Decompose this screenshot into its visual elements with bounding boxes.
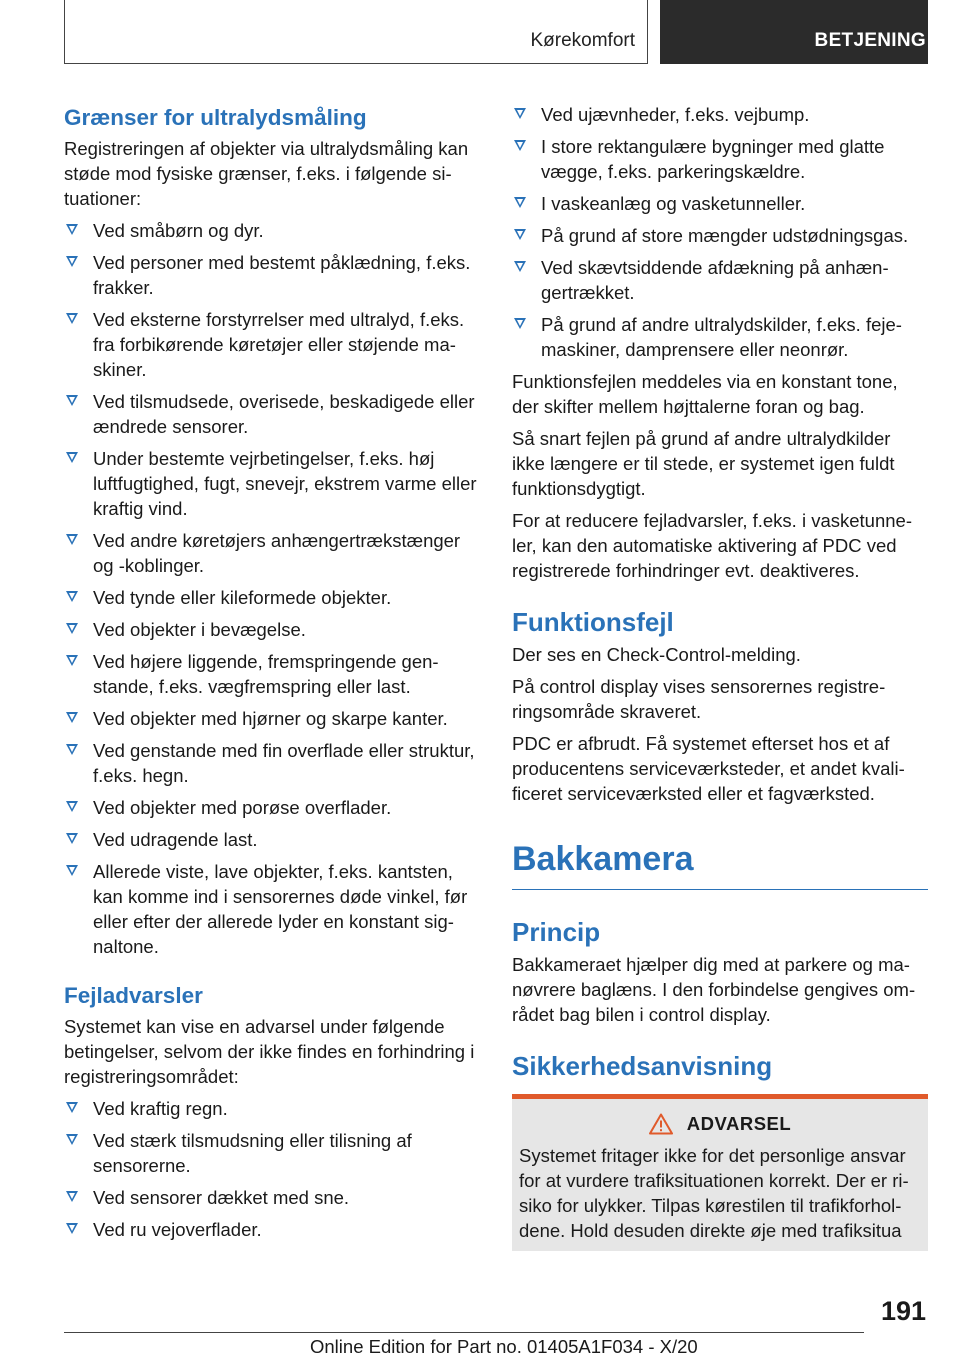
spacer <box>512 590 928 604</box>
list-item: Ved højere liggende, fremspringende genstande, f.eks. vægfremspring eller last. <box>64 649 478 699</box>
bullet-triangle-icon <box>66 1191 78 1202</box>
bullet-list-limits-continued <box>512 102 928 362</box>
bullet-triangle-icon <box>66 865 78 876</box>
bullet-triangle-icon <box>66 395 78 406</box>
list-item: Under bestemte vejrbetingelser, f.eks. høj luftfugtighed, fugt, snevejr, ekstrem varme eller kraftig vind. <box>64 446 478 521</box>
bullet-triangle-icon <box>66 623 78 634</box>
paragraph-reduce-warnings: For at reducere fejladvarsler, f.eks. i vasketunneler, kan den automatiske aktivering af PDC ved registrerede forhindringer evt. deaktiveres. <box>512 510 913 581</box>
paragraph-intro: Registreringen af objekter via ultralydsmåling kan støde mod fysiske grænser, f.eks. i følgende situationer: <box>64 138 469 209</box>
list-item: Ved sensorer dækket med sne. <box>64 1185 478 1210</box>
bullet-triangle-icon <box>66 833 78 844</box>
warning-text: Systemet fritager ikke for det personlige ansvar for at vurdere trafiksituationen korrekt. Der er risiko for ulykker. Tilpas kørestilen til trafikforholdene. Hold desuden direkte øje med trafiksitua <box>519 1145 909 1241</box>
list-item: Ved ru vejoverflader. <box>64 1217 478 1242</box>
bullet-triangle-icon <box>66 1223 78 1234</box>
page-number: 191 <box>880 1296 926 1326</box>
list-item: Ved ujævnheder, f.eks. vejbump. <box>512 102 928 127</box>
list-item: Ved skævtsiddende afdækning på anhængertrækket. <box>512 255 928 305</box>
list-item: På grund af store mængder udstødningsgas. <box>512 223 928 248</box>
heading-principle: Princip <box>512 917 601 947</box>
bullet-triangle-icon <box>66 744 78 755</box>
bullet-triangle-icon <box>66 452 78 463</box>
heading-ultrasound-limits: Grænser for ultralydsmåling <box>64 105 367 130</box>
paragraph-principle: Bakkameraet hjælper dig med at parkere og manøvrere baglæns. I den forbindelse gengives området bag bilen i control display. <box>512 954 916 1025</box>
paragraph-fault-recovery: Så snart fejlen på grund af andre ultralydkilder ikke længere er til stede, er systemet igen fuldt funktionsdygtigt. <box>512 428 895 499</box>
chapter-title-rear-camera: Bakkamera <box>512 837 928 890</box>
spacer <box>512 890 928 914</box>
header-section-title: Kørekomfort <box>530 30 635 51</box>
list-item: Ved genstande med fin overflade eller struktur, f.eks. hegn. <box>64 738 478 788</box>
header-chapter-title: BETJENING <box>814 30 926 51</box>
bullet-triangle-icon <box>514 261 526 272</box>
list-item: Ved objekter med hjørner og skarpe kanter. <box>64 706 478 731</box>
footer-divider <box>64 1332 864 1333</box>
bullet-triangle-icon <box>514 140 526 151</box>
warning-triangle-icon <box>649 1113 673 1135</box>
bullet-triangle-icon <box>66 256 78 267</box>
paragraph-control-display: På control display vises sensorernes registreringsområde skraveret. <box>512 676 886 722</box>
bullet-triangle-icon <box>514 229 526 240</box>
spacer <box>512 1034 928 1048</box>
bullet-triangle-icon <box>66 1134 78 1145</box>
warning-title: ADVARSEL <box>686 1113 792 1134</box>
bullet-triangle-icon <box>66 801 78 812</box>
bullet-triangle-icon <box>66 313 78 324</box>
bullet-triangle-icon <box>66 224 78 235</box>
paragraph-pdc-interrupted: PDC er afbrudt. Få systemet efterset hos et af producentens serviceværksteder, et andet kvalificeret serviceværksted eller et fagværksted. <box>512 733 905 804</box>
list-item: Ved eksterne forstyrrelser med ultralyd, f.eks. fra forbikørende køretøjer eller støjende maskiner. <box>64 307 478 382</box>
bullet-triangle-icon <box>66 655 78 666</box>
warning-header <box>519 1113 921 1135</box>
bullet-triangle-icon <box>66 712 78 723</box>
right-column <box>512 102 928 1251</box>
list-item: I store rektangulære bygninger med glatte vægge, f.eks. parkeringskældre. <box>512 134 928 184</box>
list-item: Ved personer med bestemt påklædning, f.eks. frakker. <box>64 250 478 300</box>
paragraph-check-control: Der ses en Check-Control-melding. <box>512 644 801 665</box>
list-item: Ved andre køretøjers anhængertrækstænger og -koblinger. <box>64 528 478 578</box>
header-chapter-box <box>660 0 928 64</box>
list-item: Ved tynde eller kileformede objekter. <box>64 585 478 610</box>
heading-malfunction: Funktionsfejl <box>512 607 674 637</box>
list-item: Ved objekter med porøse overflader. <box>64 795 478 820</box>
left-column <box>64 102 478 1249</box>
list-item: Ved småbørn og dyr. <box>64 218 478 243</box>
heading-false-warnings: Fejladvarsler <box>64 983 203 1008</box>
paragraph-false-warnings: Systemet kan vise en advarsel under følgende betingelser, selvom der ikke findes en forhindring i registreringsområdet: <box>64 1016 475 1087</box>
header-section-box <box>64 0 648 64</box>
warning-box <box>512 1094 928 1251</box>
spacer <box>512 813 928 837</box>
list-item: Ved udragende last. <box>64 827 478 852</box>
paragraph-fault-tone: Funktionsfejlen meddeles via en konstant tone, der skifter mellem højttalerne foran og bag. <box>512 371 898 417</box>
list-item: I vaskeanlæg og vasketunneller. <box>512 191 928 216</box>
list-item: På grund af andre ultralydskilder, f.eks. fejemaskiner, damprensere eller neonrør. <box>512 312 928 362</box>
bullet-triangle-icon <box>514 197 526 208</box>
bullet-triangle-icon <box>514 318 526 329</box>
bullet-triangle-icon <box>66 534 78 545</box>
bullet-list-false-warnings <box>64 1096 478 1242</box>
bullet-triangle-icon <box>514 108 526 119</box>
list-item: Allerede viste, lave objekter, f.eks. kantsten, kan komme ind i sensorernes døde vinkel, før eller efter der allerede lyder en konstant signaltone. <box>64 859 478 959</box>
spacer <box>64 966 478 980</box>
list-item: Ved kraftig regn. <box>64 1096 478 1121</box>
bullet-list-limits <box>64 218 478 959</box>
bullet-triangle-icon <box>66 1102 78 1113</box>
list-item: Ved objekter i bevægelse. <box>64 617 478 642</box>
footer-edition-text: Online Edition for Part no. 01405A1F034 - X/20 <box>310 1336 698 1357</box>
list-item: Ved stærk tilsmudsning eller tilisning af sensorerne. <box>64 1128 478 1178</box>
page-header <box>64 0 928 64</box>
heading-safety-information: Sikkerhedsanvisning <box>512 1051 773 1081</box>
list-item: Ved tilsmudsede, overisede, beskadigede eller ændrede sensorer. <box>64 389 478 439</box>
bullet-triangle-icon <box>66 591 78 602</box>
